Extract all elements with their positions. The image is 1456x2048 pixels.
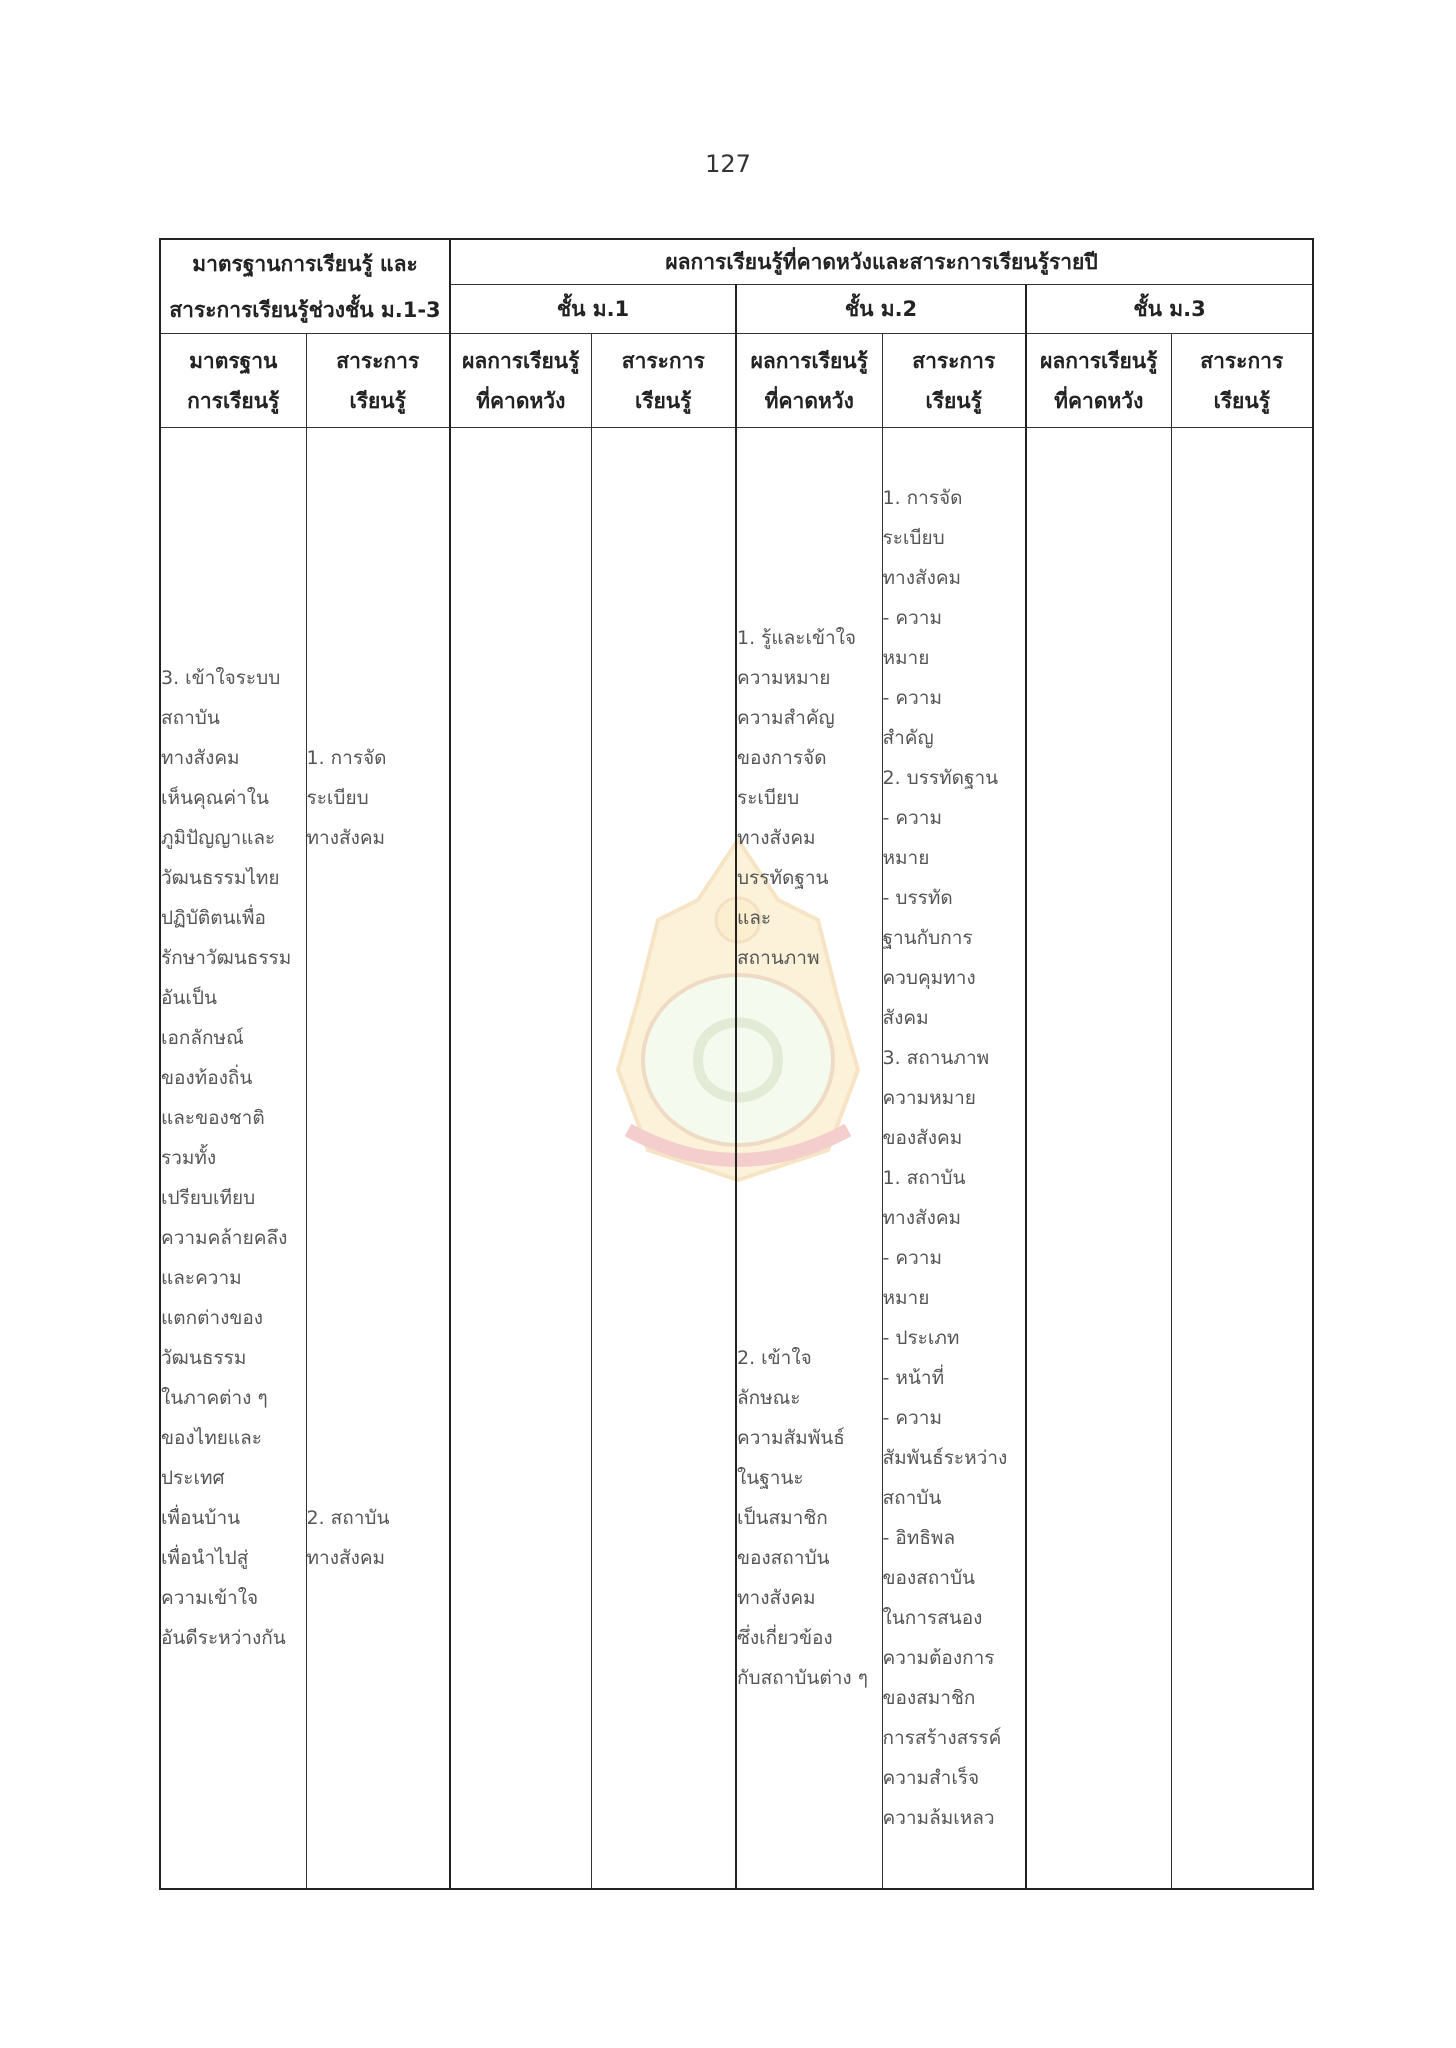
col-m1-content-header	[591, 334, 736, 428]
col-m2-outcome-header	[736, 334, 882, 428]
page-number: 127	[705, 150, 751, 178]
grade-m3-header: ชั้น ม.3	[1026, 285, 1313, 334]
m3-outcome-cell	[1026, 428, 1171, 1890]
col-content-l1: สาระการ	[336, 348, 420, 373]
col-m3-content-l1: สาระการ	[1200, 348, 1284, 373]
col-standard-header	[160, 334, 306, 428]
col-m3-outcome-l1: ผลการเรียนรู้	[1040, 348, 1158, 373]
col-standard-l2: การเรียนรู้	[187, 388, 280, 413]
col-m2-outcome-l1: ผลการเรียนรู้	[750, 348, 868, 373]
col-m1-outcome-l1: ผลการเรียนรู้	[462, 348, 580, 373]
m3-content-cell	[1171, 428, 1313, 1890]
content-cell: 1. การจัด ระเบียบ ทางสังคม 2. สถาบัน ทางสังคม	[306, 428, 450, 1890]
outcomes-title-header: ผลการเรียนรู้ที่คาดหวังและสาระการเรียนรู้รายปี	[450, 239, 1313, 285]
col-m3-outcome-header	[1026, 334, 1171, 428]
standard-cell: 3. เข้าใจระบบ สถาบัน ทางสังคม เห็นคุณค่าใน ภูมิปัญญาและ วัฒนธรรมไทย ปฏิบัติตนเพื่อ รักษาวัฒนธรรม อันเป็น เอกลักษณ์ ของท้องถิ่น และของชาติ รวมทั้ง เปรียบเทียบ ความคล้ายคลึง และความ แตกต่างของ วัฒนธรรม ในภาคต่าง ๆ ของไทยและ ประเทศ เพื่อนบ้าน เพื่อนำไปสู่ ความเข้าใจ อันดีระหว่างกัน	[160, 428, 306, 1890]
col-m1-content-l1: สาระการ	[621, 348, 705, 373]
m2-outcome-cell: 1. รู้และเข้าใจ ความหมาย ความสำคัญ ของการจัด ระเบียบ ทางสังคม บรรทัดฐาน และ สถานภาพ 2. เข้าใจ ลักษณะ ความสัมพันธ์ ในฐานะ เป็นสมาชิก ของสถาบัน ทางสังคม ซึ่งเกี่ยวข้อง กับสถาบันต่าง ๆ	[736, 428, 882, 1890]
col-m1-outcome-l2: ที่คาดหวัง	[476, 388, 566, 413]
col-content-l2: เรียนรู้	[349, 388, 406, 413]
grade-m2-header: ชั้น ม.2	[736, 285, 1026, 334]
standards-title-line2: สาระการเรียนรู้ช่วงชั้น ม.1-3	[169, 297, 441, 322]
col-standard-l1: มาตรฐาน	[189, 348, 278, 373]
col-m3-content-l2: เรียนรู้	[1213, 388, 1270, 413]
m1-content-cell	[591, 428, 736, 1890]
col-m2-content-l2: เรียนรู้	[925, 388, 982, 413]
grade-m1-header: ชั้น ม.1	[450, 285, 736, 334]
col-m2-content-l1: สาระการ	[912, 348, 996, 373]
curriculum-table	[159, 238, 1314, 1890]
m2-content-cell: 1. การจัด ระเบียบ ทางสังคม - ความ หมาย - ความ สำคัญ 2. บรรทัดฐาน - ความ หมาย - บรรทัด ฐานกับการ ควบคุมทาง สังคม 3. สถานภาพ ความหมาย ของสังคม 1. สถาบัน ทางสังคม - ความ หมาย - ประเภท - หน้าที่ - ความ สัมพันธ์ระหว่าง สถาบัน - อิทธิพล ของสถาบัน ในการสนอง ความต้องการ ของสมาชิก การสร้างสรรค์ ความสำเร็จ ความล้มเหลว	[882, 428, 1026, 1890]
col-m2-outcome-l2: ที่คาดหวัง	[764, 388, 854, 413]
col-m1-outcome-header	[450, 334, 591, 428]
col-m3-outcome-l2: ที่คาดหวัง	[1054, 388, 1144, 413]
col-m3-content-header	[1171, 334, 1313, 428]
col-m2-content-header	[882, 334, 1026, 428]
col-m1-content-l2: เรียนรู้	[635, 388, 692, 413]
col-content-header	[306, 334, 450, 428]
standards-title-line1: มาตรฐานการเรียนรู้ และ	[192, 251, 418, 276]
m1-outcome-cell	[450, 428, 591, 1890]
standards-title-header	[160, 239, 450, 334]
